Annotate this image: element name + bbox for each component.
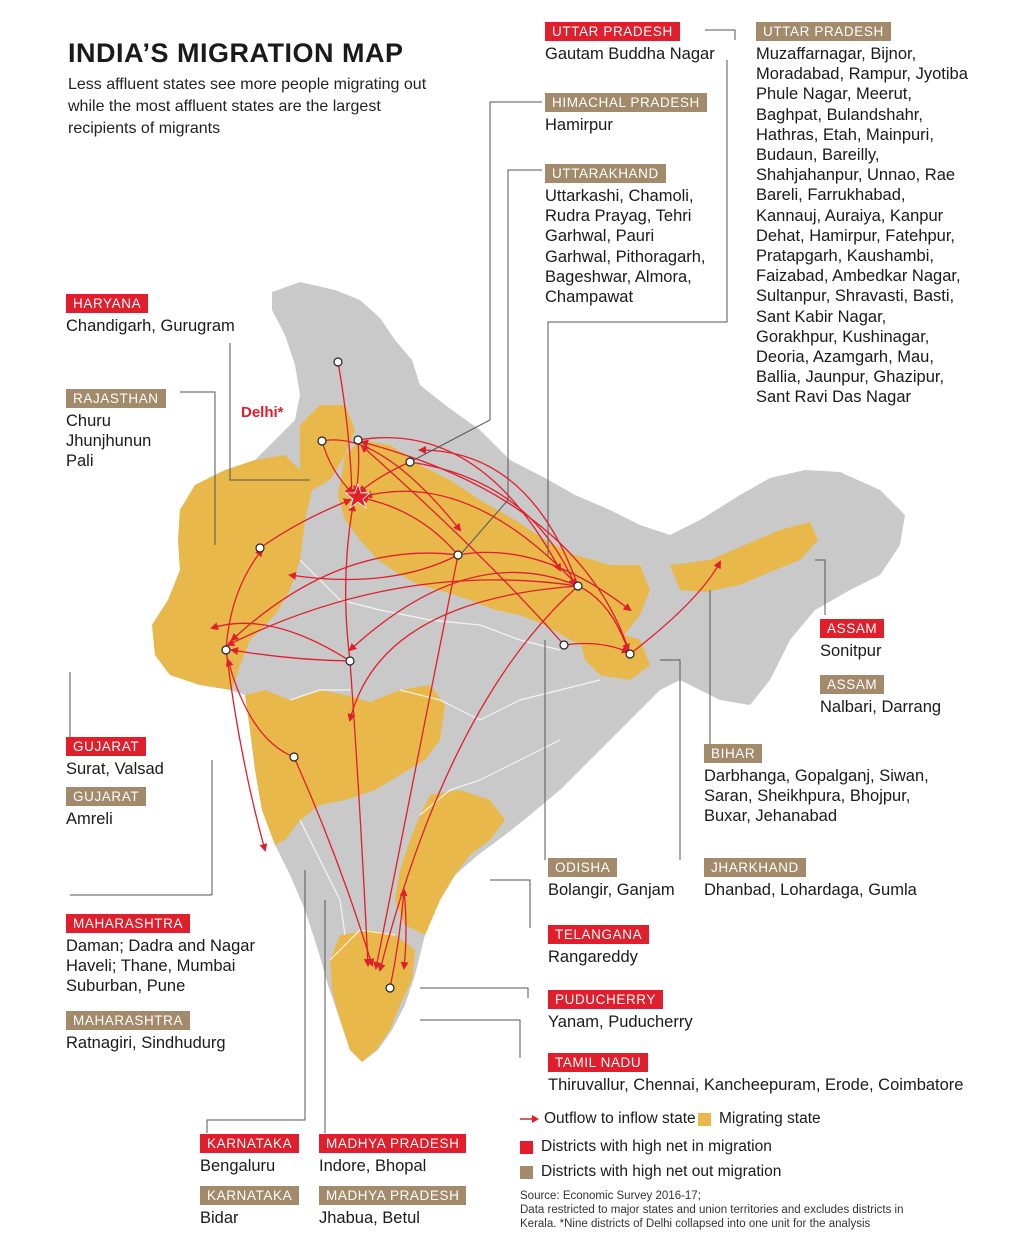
label-himachal-out	[545, 93, 707, 135]
state-tag: MAHARASHTRA	[66, 914, 190, 933]
label-bihar-out	[704, 744, 954, 827]
district-list: Surat, Valsad	[66, 760, 164, 778]
state-tag: GUJARAT	[66, 737, 146, 756]
state-tag: ASSAM	[820, 619, 884, 638]
legend-outflow-label: Outflow to inflow state	[544, 1110, 696, 1127]
district-list: Rangareddy	[548, 948, 638, 966]
label-uttar-pradesh-in	[545, 22, 715, 64]
label-karnataka-out	[200, 1186, 299, 1228]
page-title: INDIA’S MIGRATION MAP	[68, 38, 404, 68]
yellow-swatch-icon	[698, 1113, 711, 1126]
label-odisha-out	[548, 858, 675, 900]
tamil-nadu	[330, 930, 415, 1062]
district-list: Nalbari, Darrang	[820, 698, 942, 716]
delhi-label: Delhi*	[241, 404, 284, 421]
brown-swatch-icon	[520, 1166, 533, 1179]
source-note: Source: Economic Survey 2016-17; Data restricted to major states and union territories and excludes districts in Kerala. *Nine districts of Delhi collapsed into one unit for the analysis	[520, 1190, 904, 1230]
district-list: Sonitpur	[820, 642, 882, 660]
district-list: Thiruvallur, Chennai, Kancheepuram, Erode, Coimbatore	[548, 1076, 964, 1094]
legend-high-out	[520, 1163, 781, 1181]
label-assam-out	[820, 675, 941, 717]
state-tag: UTTAR PRADESH	[756, 22, 891, 41]
label-uttarakhand-out	[545, 164, 720, 307]
label-maharashtra-in	[66, 914, 266, 997]
legend-migrating	[698, 1110, 821, 1128]
state-tag: JHARKHAND	[704, 858, 806, 877]
state-tag: TELANGANA	[548, 925, 649, 944]
district-list: Yanam, Puducherry	[548, 1013, 693, 1031]
arrow-icon	[520, 1113, 540, 1125]
state-tag: HARYANA	[66, 294, 148, 313]
label-rajasthan-out	[66, 389, 166, 472]
state-tag: MADHYA PRADESH	[319, 1134, 466, 1153]
state-tag: UTTARAKHAND	[545, 164, 666, 183]
label-jharkhand-out	[704, 858, 917, 900]
state-tag: KARNATAKA	[200, 1186, 299, 1205]
district-list: Ratnagiri, Sindhudurg	[66, 1034, 226, 1052]
district-list: Gautam Buddha Nagar	[545, 45, 715, 63]
label-karnataka-in	[200, 1134, 299, 1176]
state-tag: GUJARAT	[66, 787, 146, 806]
state-tag: MAHARASHTRA	[66, 1011, 190, 1030]
label-haryana-in	[66, 294, 235, 336]
district-list: Jhabua, Betul	[319, 1209, 420, 1227]
page-subtitle: Less affluent states see more people migrating out while the most affluent states are the largest recipients of migrants	[68, 76, 427, 137]
district-list: Dhanbad, Lohardaga, Gumla	[704, 881, 917, 899]
label-madhya-pradesh-in	[319, 1134, 466, 1176]
legend-high-out-label: Districts with high net out migration	[541, 1163, 782, 1180]
label-tamil-nadu-in	[548, 1053, 963, 1095]
label-uttar-pradesh-out	[756, 22, 971, 408]
district-list: Amreli	[66, 810, 113, 828]
state-tag: RAJASTHAN	[66, 389, 166, 408]
district-list: Uttarkashi, Chamoli, Rudra Prayag, Tehri Garhwal, Pauri Garhwal, Pithoragarh, Bageshwar, Almora, Champawat	[545, 187, 706, 307]
state-tag: BIHAR	[704, 744, 762, 763]
label-puducherry-in	[548, 990, 693, 1032]
legend-high-in	[520, 1138, 772, 1156]
district-list: Churu Jhunjhunun Pali	[66, 412, 152, 471]
state-tag: TAMIL NADU	[548, 1053, 648, 1072]
district-list: Chandigarh, Gurugram	[66, 317, 235, 335]
district-list: Hamirpur	[545, 116, 613, 134]
label-gujarat-out	[66, 787, 146, 829]
state-tag: MADHYA PRADESH	[319, 1186, 466, 1205]
district-list: Darbhanga, Gopalganj, Siwan, Saran, Sheikhpura, Bhojpur, Buxar, Jehanabad	[704, 767, 929, 826]
legend-outflow	[520, 1110, 696, 1128]
district-list: Bidar	[200, 1209, 239, 1227]
state-tag: UTTAR PRADESH	[545, 22, 680, 41]
legend-migrating-label: Migrating state	[719, 1110, 821, 1127]
district-list: Indore, Bhopal	[319, 1157, 427, 1175]
legend-high-in-label: Districts with high net in migration	[541, 1138, 772, 1155]
label-maharashtra-out	[66, 1011, 226, 1053]
district-list: Bengaluru	[200, 1157, 276, 1175]
state-tag: ODISHA	[548, 858, 617, 877]
district-list: Daman; Dadra and Nagar Haveli; Thane, Mumbai Suburban, Pune	[66, 937, 255, 996]
label-madhya-pradesh-out	[319, 1186, 466, 1228]
state-tag: HIMACHAL PRADESH	[545, 93, 707, 112]
label-gujarat-in	[66, 737, 164, 779]
state-tag: ASSAM	[820, 675, 884, 694]
label-assam-in	[820, 619, 884, 661]
state-tag: PUDUCHERRY	[548, 990, 663, 1009]
district-list: Bolangir, Ganjam	[548, 881, 675, 899]
label-telangana-in	[548, 925, 649, 967]
red-swatch-icon	[520, 1141, 533, 1154]
state-tag: KARNATAKA	[200, 1134, 299, 1153]
district-list: Muzaffarnagar, Bijnor, Moradabad, Rampur, Jyotiba Phule Nagar, Meerut, Baghpat, Bulandshahr, Hathras, Etah, Mainpuri, Budaun, Bareilly, Shahjahanpur, Unnao, Rae Bareli, Farrukhabad, Kannauj, Auraiya, Kanpur Dehat, Hamirpur, Fatehpur, Pratapgarh, Kaushambi, Faizabad, Ambedkar Nagar, Sultanpur, Shravasti, Basti, Sant Kabir Nagar, Gorakhpur, Kushinagar, Deoria, Azamgarh, Mau, Ballia, Jaunpur, Ghazipur, Sant Ravi Das Nagar	[756, 45, 968, 407]
